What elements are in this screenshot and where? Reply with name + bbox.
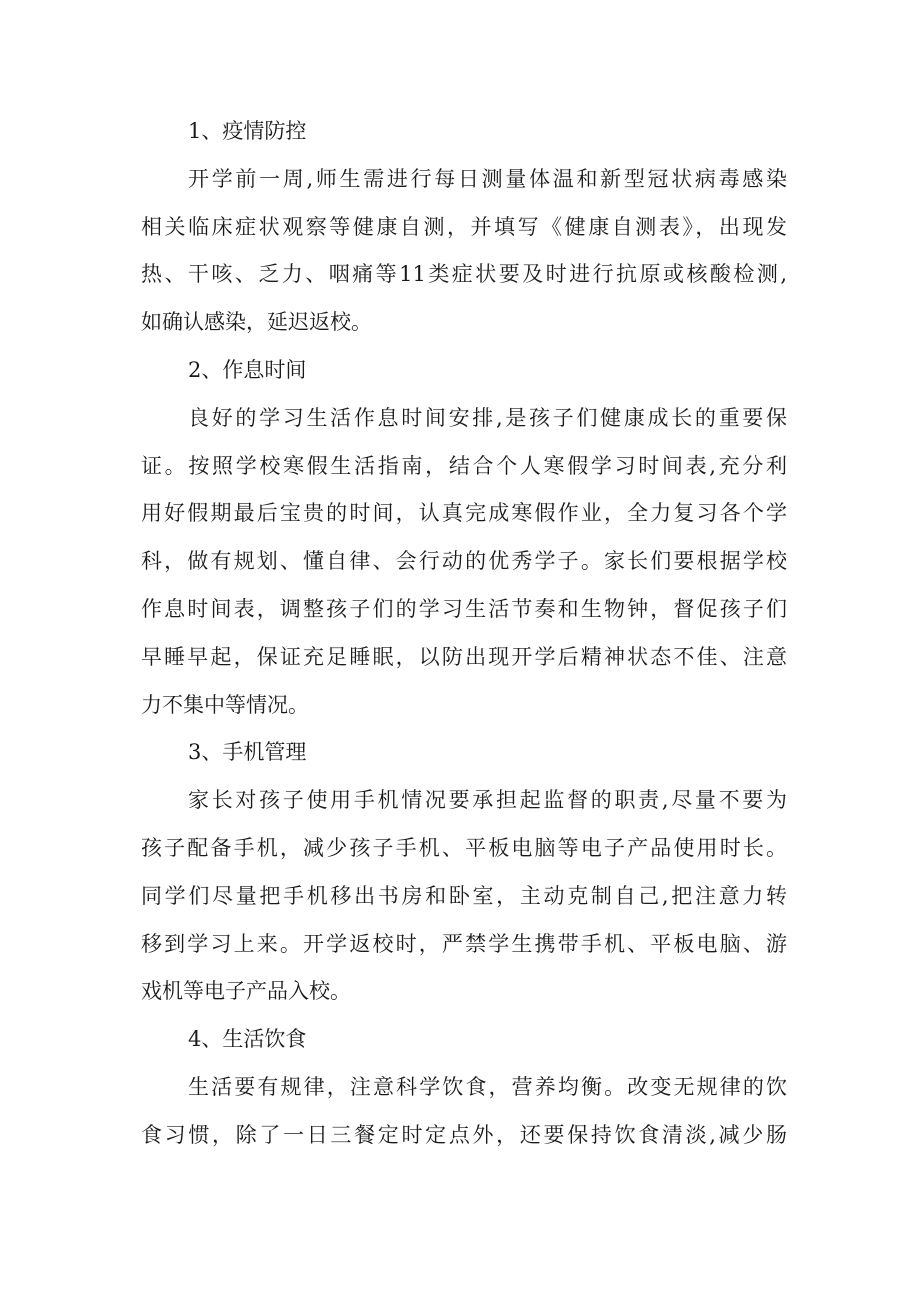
paragraph-line: [141, 586, 787, 634]
paragraph-line: [141, 538, 787, 586]
paragraph-text: 同学们尽量把手机移出书房和卧室，主动克制自己,把注意力转: [141, 883, 787, 908]
paragraph-text: 食习惯，除了一日三餐定时定点外，还要保持饮食清淡,减少肠: [141, 1122, 787, 1147]
section-heading: 1、疫情防控: [188, 119, 307, 143]
paragraph-line: [141, 921, 787, 969]
paragraph-text: 家长对孩子使用手机情况要承担起监督的职责,尽量不要为: [188, 788, 787, 813]
section-heading: 3、手机管理: [188, 740, 307, 765]
section-heading: 2、作息时间: [188, 357, 307, 382]
paragraph-text: 孩子配备手机，减少孩子手机、平板电脑等电子产品使用时长。: [141, 835, 787, 860]
paragraph-text: 良好的学习生活作息时间安排,是孩子们健康成长的重要保: [188, 405, 787, 430]
section-heading: 4、生活饮食: [188, 1027, 307, 1052]
paragraph-line-last: 如确认感染，延迟返校。: [141, 310, 372, 335]
paragraph-text: 作息时间表，调整孩子们的学习生活节奏和生物钟，督促孩子们: [141, 596, 787, 621]
paragraph-line-last: 力不集中等情况。: [141, 692, 309, 717]
paragraph-line: [141, 825, 787, 873]
paragraph-text: 科，做有规划、懂自律、会行动的优秀学子。家长们要根据学校: [141, 549, 787, 574]
paragraph-line: [141, 1112, 787, 1160]
paragraph-line: [141, 204, 787, 252]
paragraph-line: [141, 777, 787, 825]
paragraph-line: [141, 156, 787, 204]
paragraph-text: 证。按照学校寒假生活指南，结合个人寒假学习时间表,充分利: [141, 453, 787, 478]
paragraph-line: [141, 873, 787, 921]
paragraph-text: 早睡早起，保证充足睡眠，以防出现开学后精神状态不佳、注意: [141, 644, 787, 669]
paragraph-text: 热、干咳、乏力、咽痛等11类症状要及时进行抗原或核酸检测,: [141, 262, 787, 287]
paragraph-text: 用好假期最后宝贵的时间，认真完成寒假作业，全力复习各个学: [141, 501, 787, 526]
paragraph-text: 移到学习上来。开学返校时，严禁学生携带手机、平板电脑、游: [141, 931, 787, 956]
paragraph-line: [141, 443, 787, 491]
paragraph-line: [141, 251, 787, 299]
document-body: [141, 108, 787, 1160]
paragraph-text: 开学前一周,师生需进行每日测量体温和新型冠状病毒感染: [188, 166, 787, 191]
paragraph-line: [141, 634, 787, 682]
paragraph-line-last: 戏机等电子产品入校。: [141, 979, 351, 1004]
paragraph-text: 生活要有规律，注意科学饮食，营养均衡。改变无规律的饮: [188, 1074, 787, 1099]
paragraph-line: [141, 490, 787, 538]
paragraph-text: 相关临床症状观察等健康自测，并填写《健康自测表》，出现发: [141, 214, 787, 239]
paragraph-line: [141, 395, 787, 443]
paragraph-line: [141, 1064, 787, 1112]
